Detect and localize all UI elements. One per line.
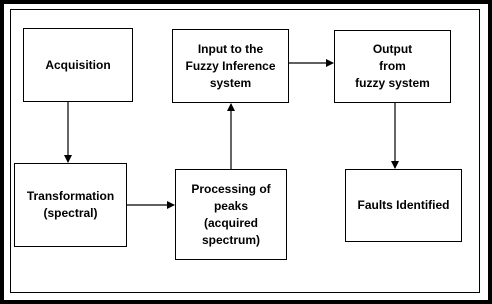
node-faults-label: Faults Identified: [357, 198, 450, 212]
node-acquisition-label: Acquisition: [45, 57, 111, 72]
node-processing-label: Processing of peaks (acquired spectrum): [191, 181, 271, 247]
node-output-label: Output from fuzzy system: [355, 42, 430, 90]
node-input-label: Input to the Fuzzy Inference system: [185, 41, 276, 90]
node-transformation-label: Transformation (spectral): [26, 189, 115, 220]
